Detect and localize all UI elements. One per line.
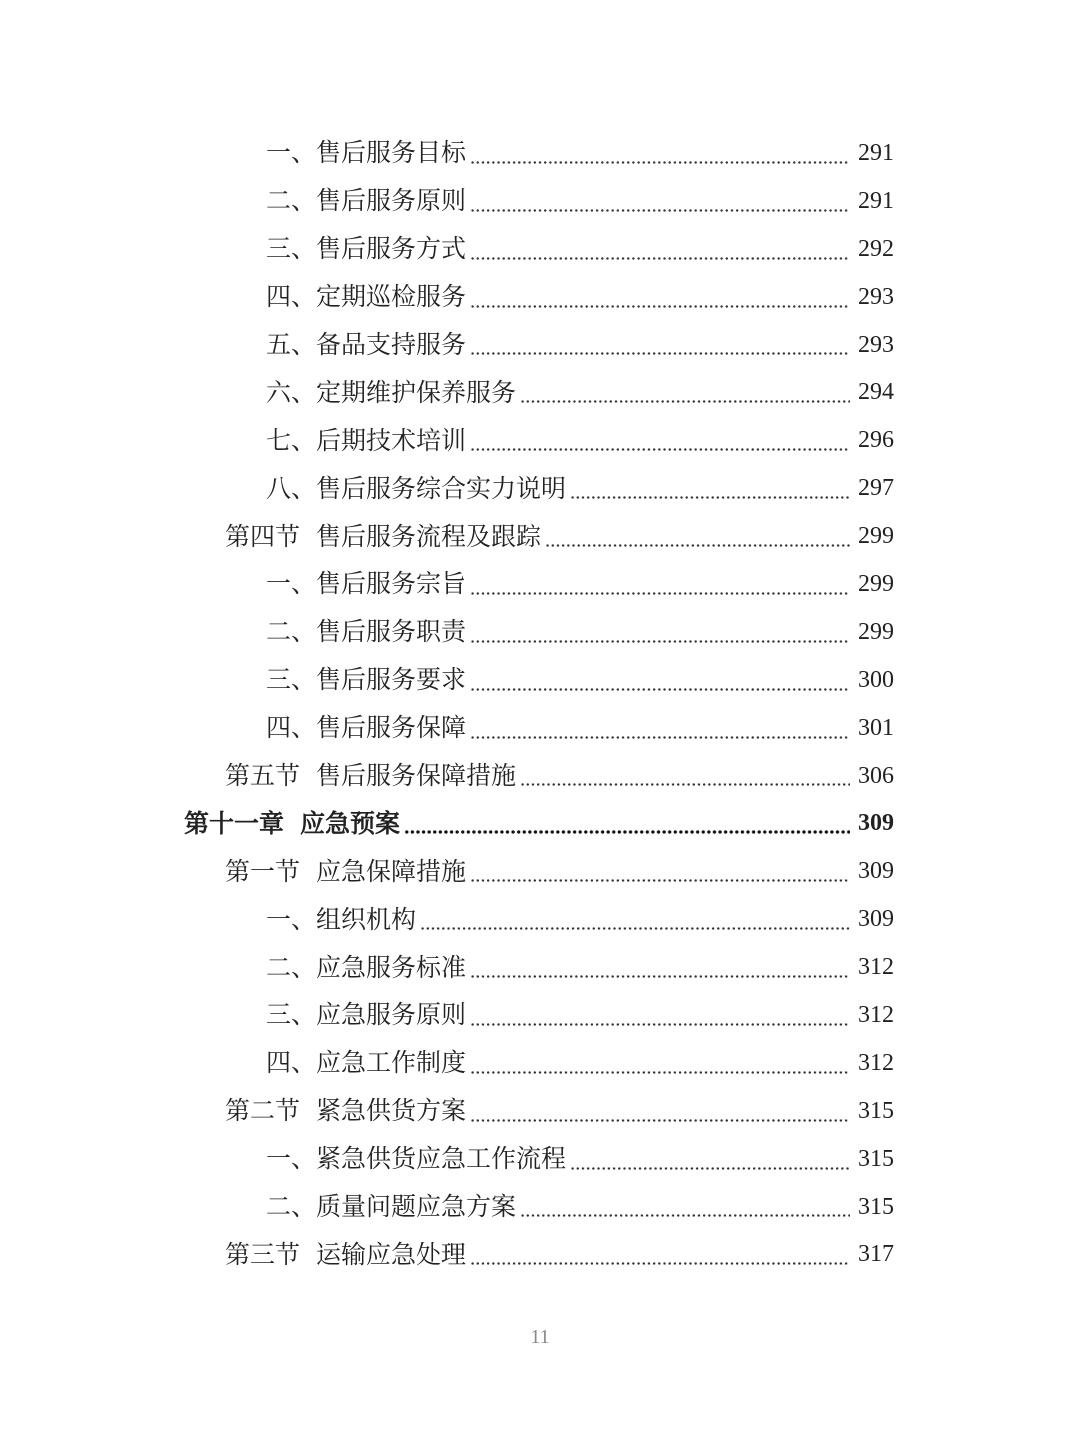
toc-entry-section[interactable] — [0, 1087, 1080, 1135]
toc-entry-number: 一、 — [266, 1144, 317, 1174]
toc-entry-text: 应急保障措施 — [316, 856, 467, 886]
toc-entry-text: 售后服务宗旨 — [316, 569, 467, 599]
toc-entry-title — [266, 138, 467, 168]
toc-entry-text: 定期巡检服务 — [316, 282, 467, 312]
toc-entry-section[interactable] — [0, 1230, 1080, 1278]
toc-entry-page: 315 — [858, 1193, 894, 1220]
toc-entry-title — [184, 808, 401, 838]
dot-leader — [545, 544, 850, 547]
toc-entry-number: 二、 — [266, 952, 317, 982]
toc-entry-text: 后期技术培训 — [316, 425, 467, 455]
toc-entry-item[interactable] — [0, 943, 1080, 991]
dot-leader — [470, 305, 850, 308]
toc-entry-number: 第十一章 — [184, 808, 285, 838]
toc-entry-text: 售后服务保障 — [316, 713, 467, 743]
toc-entry-number: 第一节 — [225, 856, 301, 886]
toc-entry-title — [266, 952, 467, 982]
toc-entry-number: 五、 — [266, 330, 317, 359]
dot-leader — [420, 927, 850, 930]
dot-leader — [470, 688, 850, 691]
toc-entry-page: 297 — [858, 475, 894, 502]
toc-entry-number: 第二节 — [225, 1096, 301, 1126]
dot-leader — [470, 1023, 850, 1026]
toc-entry-page: 300 — [858, 666, 894, 693]
toc-entry-title — [266, 1144, 567, 1174]
toc-entry-number: 四、 — [266, 282, 317, 312]
toc-entry-title — [225, 856, 467, 886]
toc-entry-number: 一、 — [266, 569, 317, 599]
toc-entry-title — [225, 1239, 467, 1269]
toc-entry-page: 312 — [858, 1049, 894, 1076]
toc-entry-text: 定期维护保养服务 — [316, 377, 517, 407]
toc-entry-number: 三、 — [266, 234, 317, 264]
toc-entry-title — [266, 234, 467, 264]
toc-entry-text: 售后服务保障措施 — [316, 761, 517, 791]
toc-entry-text: 备品支持服务 — [316, 330, 467, 359]
dot-leader — [470, 1119, 850, 1122]
toc-entry-page: 299 — [858, 570, 894, 597]
toc-entry-page: 312 — [858, 954, 894, 981]
toc-entry-title — [266, 425, 467, 455]
toc-entry-title — [266, 377, 517, 407]
dot-leader — [470, 736, 850, 739]
toc-entry-title — [266, 1192, 517, 1222]
toc-entry-page: 291 — [858, 139, 894, 166]
toc-entry-number: 八、 — [266, 473, 317, 503]
toc-entry-number: 七、 — [266, 425, 317, 455]
dot-leader — [520, 1214, 850, 1217]
toc-entry-title — [266, 569, 467, 599]
toc-entry-item[interactable] — [0, 895, 1080, 943]
dot-leader — [470, 257, 850, 260]
toc-entry-item[interactable] — [0, 273, 1080, 321]
toc-entry-item[interactable] — [0, 177, 1080, 225]
toc-entry-section[interactable] — [0, 512, 1080, 560]
toc-entry-section[interactable] — [0, 847, 1080, 895]
toc-entry-text: 组织机构 — [316, 904, 417, 934]
toc-entry-page: 309 — [858, 906, 894, 933]
toc-entry-number: 四、 — [266, 1048, 317, 1078]
toc-entry-title — [225, 521, 542, 551]
toc-entry-title — [266, 617, 467, 647]
dot-leader — [470, 161, 850, 164]
toc-entry-page: 291 — [858, 187, 894, 214]
dot-leader — [520, 400, 850, 403]
toc-entry-page: 301 — [858, 714, 894, 741]
toc-entry-text: 售后服务综合实力说明 — [316, 473, 567, 503]
toc-entry-section[interactable] — [0, 752, 1080, 800]
toc-entry-text: 运输应急处理 — [316, 1239, 467, 1269]
toc-entry-item[interactable] — [0, 704, 1080, 752]
toc-entry-number: 四、 — [266, 713, 317, 743]
toc-entry-number: 三、 — [266, 1000, 317, 1030]
toc-entry-item[interactable] — [0, 225, 1080, 273]
toc-entry-number: 一、 — [266, 904, 317, 934]
toc-entry-page: 312 — [858, 1001, 894, 1028]
toc-entry-text: 售后服务目标 — [316, 138, 467, 168]
toc-entry-text: 售后服务方式 — [316, 234, 467, 264]
toc-entry-item[interactable] — [0, 129, 1080, 177]
toc-entry-title — [266, 904, 417, 934]
dot-leader — [404, 830, 850, 834]
toc-entry-title — [266, 282, 467, 312]
toc-entry-page: 293 — [858, 283, 894, 310]
toc-entry-chapter[interactable] — [0, 799, 1080, 847]
toc-entry-page: 317 — [858, 1241, 894, 1268]
toc-entry-page: 309 — [858, 858, 894, 885]
toc-entry-item[interactable] — [0, 656, 1080, 704]
toc-entry-page: 299 — [858, 618, 894, 645]
toc-entry-number: 二、 — [266, 617, 317, 647]
toc-entry-item[interactable] — [0, 368, 1080, 416]
dot-leader — [470, 640, 850, 643]
toc-entry-item[interactable] — [0, 1183, 1080, 1231]
toc-entry-number: 第四节 — [225, 521, 301, 551]
toc-entry-page: 306 — [858, 762, 894, 789]
toc-entry-title — [266, 713, 467, 743]
toc-entry-page: 293 — [858, 331, 894, 358]
toc-entry-title — [266, 665, 467, 695]
toc-entry-item[interactable] — [0, 321, 1080, 369]
toc-entry-text: 应急服务原则 — [316, 1000, 467, 1030]
toc-entry-item[interactable] — [0, 608, 1080, 656]
toc-entry-page: 294 — [858, 379, 894, 406]
dot-leader — [470, 1071, 850, 1074]
toc-entry-text: 售后服务流程及跟踪 — [316, 521, 542, 551]
toc-entry-number: 三、 — [266, 665, 317, 695]
toc-entry-page: 299 — [858, 523, 894, 550]
toc-entry-page: 309 — [858, 810, 894, 837]
toc-entry-text: 质量问题应急方案 — [316, 1192, 517, 1222]
toc-entry-page: 315 — [858, 1097, 894, 1124]
dot-leader — [520, 783, 850, 786]
toc-entry-title — [266, 186, 467, 216]
toc-entry-title — [266, 473, 567, 503]
toc-entry-number: 第三节 — [225, 1239, 301, 1269]
dot-leader — [470, 209, 850, 212]
dot-leader — [470, 975, 850, 978]
toc-entry-number: 六、 — [266, 377, 317, 407]
toc-entry-text: 紧急供货方案 — [316, 1096, 467, 1126]
toc-entry-item[interactable] — [0, 464, 1080, 512]
dot-leader — [470, 448, 850, 451]
toc-entry-title — [266, 1048, 467, 1078]
toc-entry-text: 售后服务职责 — [316, 617, 467, 647]
toc-entry-item[interactable] — [0, 416, 1080, 464]
dot-leader — [470, 1262, 850, 1265]
toc-entry-text: 紧急供货应急工作流程 — [316, 1144, 567, 1174]
toc-entry-title — [266, 1000, 467, 1030]
toc-entry-title — [266, 332, 466, 357]
toc-entry-item[interactable] — [0, 1135, 1080, 1183]
toc-entry-text: 售后服务要求 — [316, 665, 467, 695]
toc-entry-item[interactable] — [0, 991, 1080, 1039]
toc-entry-text: 应急工作制度 — [316, 1048, 467, 1078]
toc-entry-text: 应急预案 — [300, 808, 401, 838]
toc-entry-text: 售后服务原则 — [316, 186, 467, 216]
dot-leader — [570, 1167, 850, 1170]
toc-entry-item[interactable] — [0, 560, 1080, 608]
toc-entry-number: 第五节 — [225, 761, 301, 791]
dot-leader — [570, 496, 850, 499]
toc-entry-number: 一、 — [266, 138, 317, 168]
toc-entry-item[interactable] — [0, 1039, 1080, 1087]
toc-entry-text: 应急服务标准 — [316, 952, 467, 982]
dot-leader — [470, 352, 850, 355]
table-of-contents — [0, 129, 1080, 1278]
toc-entry-number: 二、 — [266, 1192, 317, 1222]
toc-entry-title — [225, 1096, 467, 1126]
toc-entry-number: 二、 — [266, 186, 317, 216]
toc-entry-page: 292 — [858, 235, 894, 262]
page-number-footer: 11 — [530, 1326, 550, 1348]
toc-entry-title — [225, 761, 517, 791]
dot-leader — [470, 879, 850, 882]
toc-entry-page: 315 — [858, 1145, 894, 1172]
toc-entry-page: 296 — [858, 427, 894, 454]
dot-leader — [470, 592, 850, 595]
